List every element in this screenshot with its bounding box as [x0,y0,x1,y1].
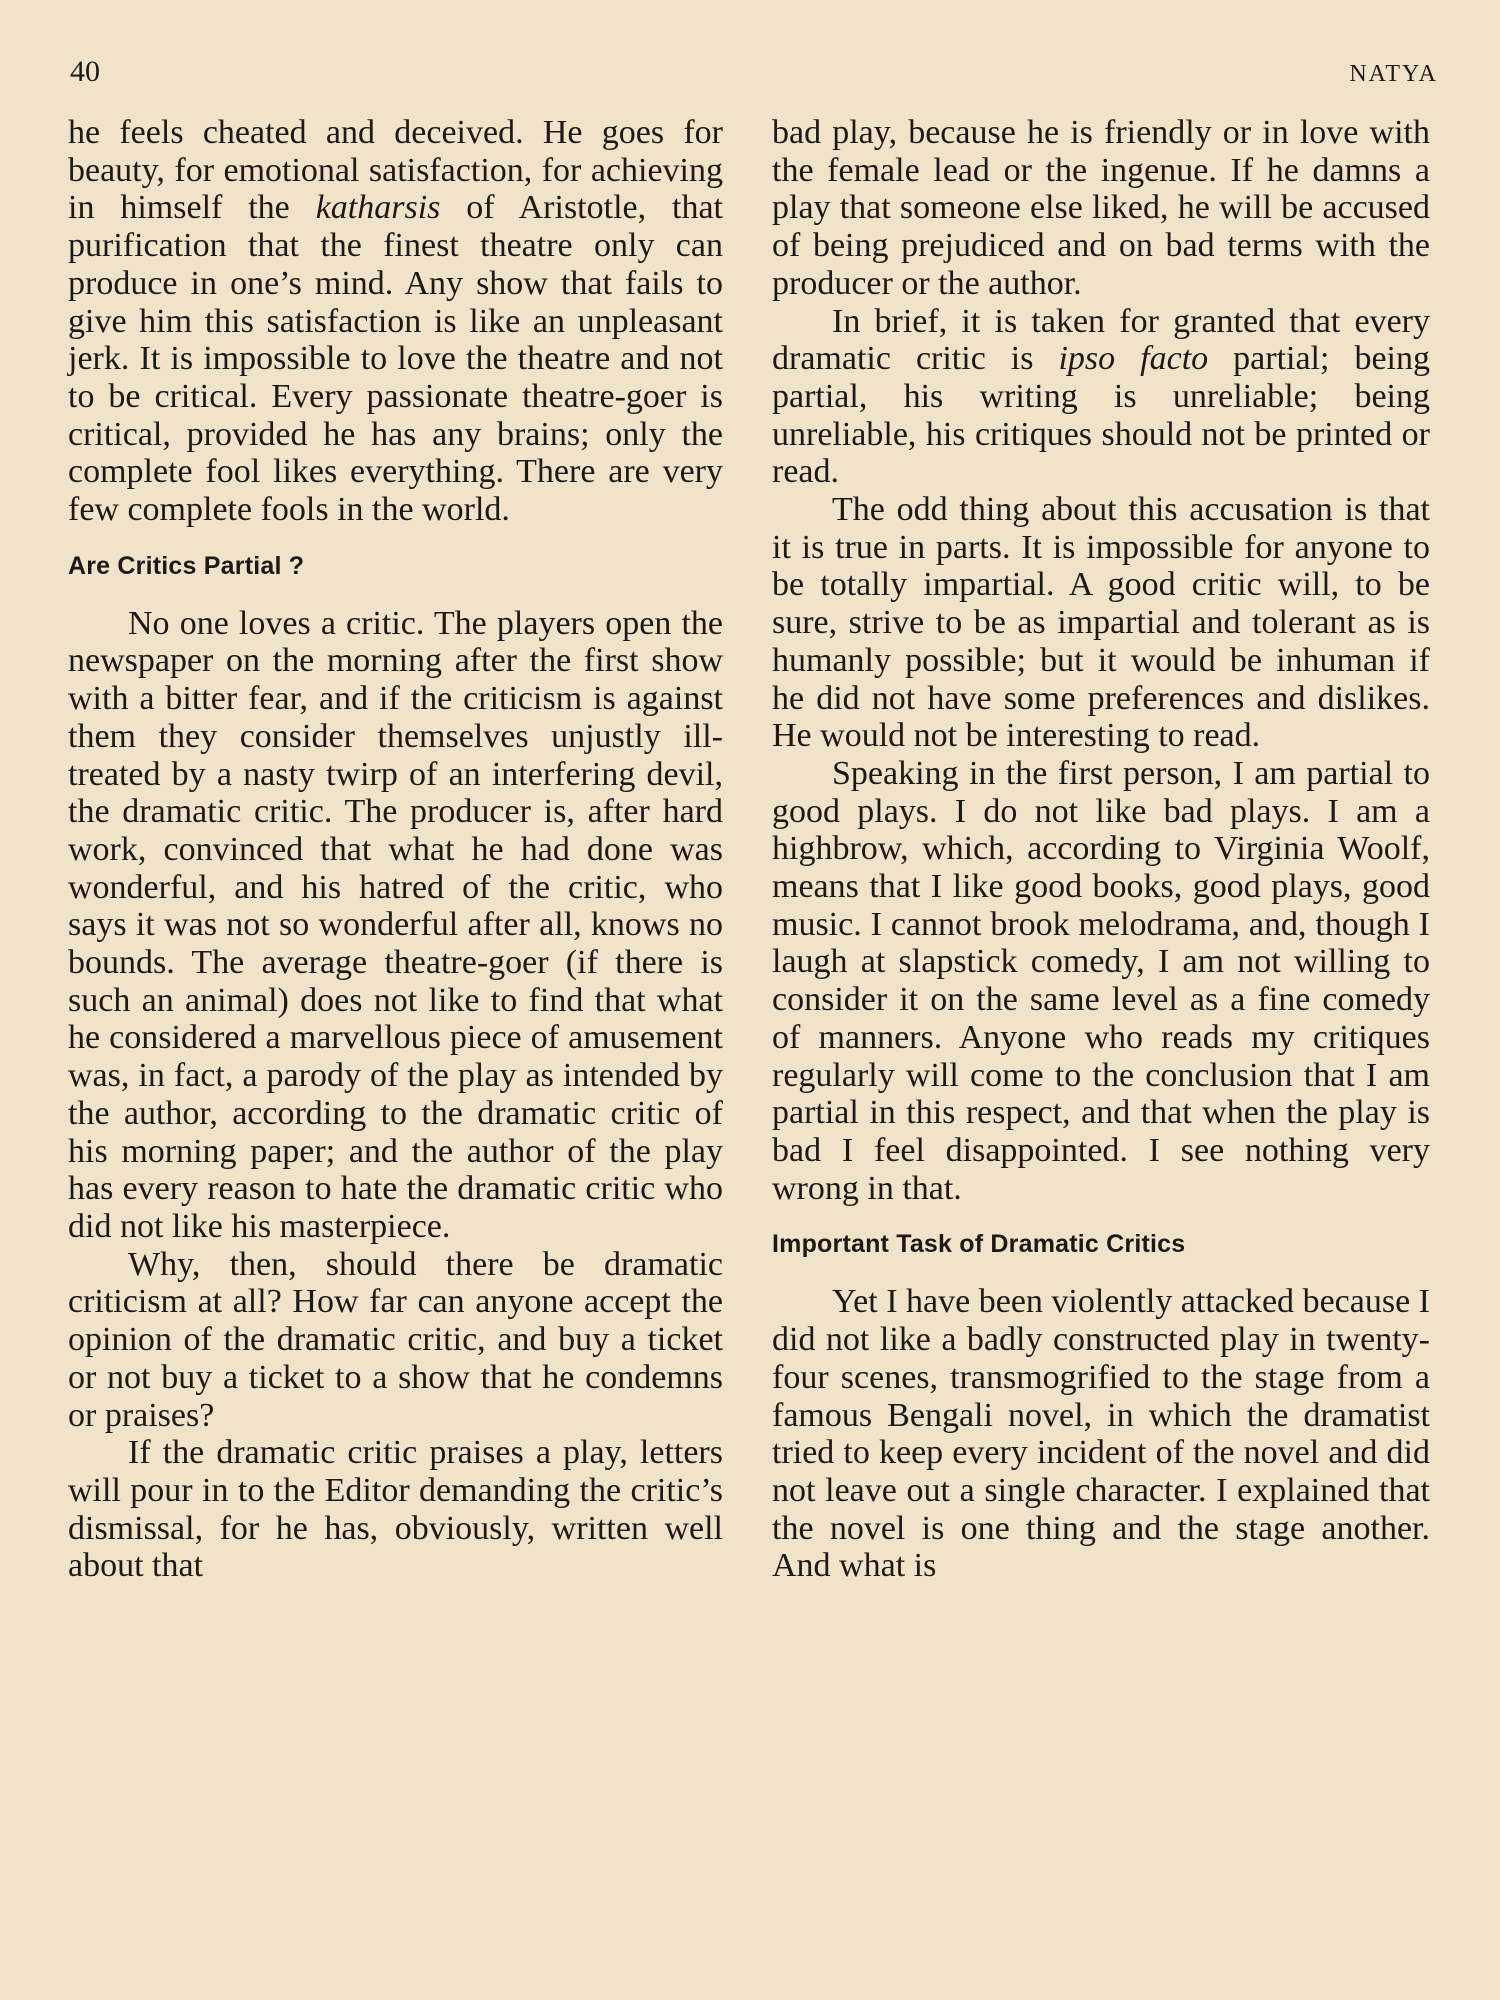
running-title: NATYA [1349,61,1438,87]
page-header [70,52,1438,92]
paragraph [772,303,1430,492]
page-number: 40 [70,55,100,88]
paragraph: The odd thing about this accusation is that it is true in parts. It is impossible for anyone to be totally impartial. A good critic will, to be sure, strive to be as impartial and tolerant as is humanly possible; but it would be inhuman if he did not have some preferences and dislikes. He would not be interesting to read. [772,491,1430,755]
right-column [772,114,1430,1585]
italic-term: ipso facto [1058,340,1209,378]
section-heading: Are Critics Partial ? [68,551,305,580]
paragraph-continued [68,114,723,529]
text-run: partial; being partial, his writing is unreliable; being unreliable, his critiques should not be printed or read. [772,340,1430,491]
text-run: he feels cheated and deceived. He goes for beauty, for emotional satisfaction, for achieving in himself the [68,114,723,227]
left-column [68,114,723,1585]
text-run: In brief, it is taken for granted that every dramatic critic is [772,302,1430,378]
paragraph: No one loves a critic. The players open the newspaper on the morning after the first show with a bitter fear, and if the criticism is against them they consider themselves unjustly ill-treated by a nasty twirp of an interfering devil, the dramatic critic. The producer is, after hard work, convinced that what he had done was wonderful, and his hatred of the critic, who says it was not so wonderful after all, knows no bounds. The average theatre-goer (if there is such an animal) does not like to find that what he considered a marvellous piece of amusement was, in fact, a parody of the play as intended by the author, according to the dramatic critic of his morning paper; and the author of the play has every reason to hate the dramatic critic who did not like his masterpiece. [68,604,723,1245]
paragraph: Yet I have been violently attacked because I did not like a badly constructed play in twenty-four scenes, transmogrified to the stage from a famous Bengali novel, in which the dramatist tried to keep every incident of the novel and did not leave out a single character. I explained that the novel is one thing and the stage another. And what is [772,1283,1430,1585]
paragraph: Why, then, should there be dramatic criticism at all? How far can anyone accept the opinion of the dramatic critic, and buy a ticket or not buy a ticket to a show that he condemns or praises? [68,1245,723,1434]
paragraph: Speaking in the first person, I am partial to good plays. I do not like bad plays. I am a highbrow, which, according to Virginia Woolf, means that I like good books, good plays, good music. I cannot brook melodrama, and, though I laugh at slapstick comedy, I am not willing to consider it on the same level as a fine comedy of manners. Anyone who reads my critiques regularly will come to the conclusion that I am partial in this respect, and that when the play is bad I feel disappointed. I see nothing very wrong in that. [772,754,1430,1207]
italic-term: katharsis [315,189,441,227]
paragraph: If the dramatic critic praises a play, letters will pour in to the Editor demanding the critic’s dismissal, for he has, obviously, written well about that [68,1434,723,1585]
paragraph-continued: bad play, because he is friendly or in love with the female lead or the ingenue. If he damns a play that someone else liked, he will be accused of being prejudiced and on bad terms with the producer or the author. [772,114,1430,302]
text-run: of Aristotle, that purification that the finest theatre only can produce in one’s mind. Any show that fails to give him this satisfaction is like an unpleasant jerk. It is impossible to love the theatre and not to be critical. Every passionate theatre-goer is critical, provided he has any brains; only the complete fool likes everything. There are very few complete fools in the world. [68,189,723,529]
section-heading: Important Task of Dramatic Critics [772,1230,1186,1259]
